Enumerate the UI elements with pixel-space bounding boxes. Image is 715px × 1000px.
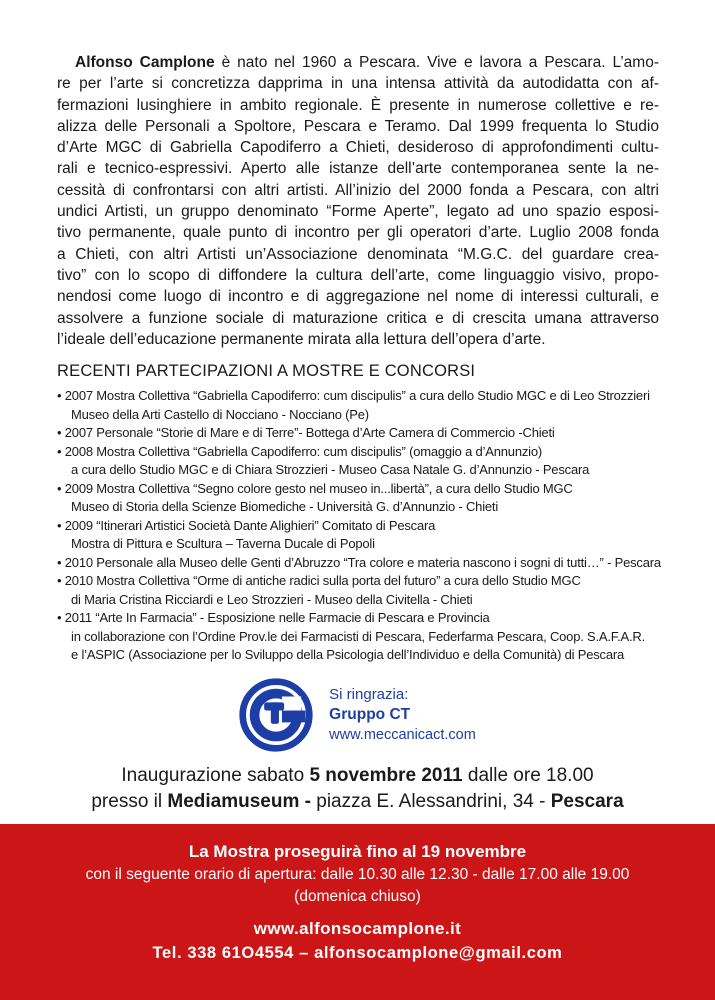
footer-closed-note: (domenica chiuso) bbox=[294, 887, 421, 905]
list-item-line: • 2007 Mostra Collettiva “Gabriella Capodiferro: cum discipulis” a cura dello Studio MGC e di Leo Strozzieri bbox=[57, 388, 650, 404]
bio-line: l’ideale dell’educazione permanente mirata alla lettura dell’opera d’arte. bbox=[57, 330, 546, 348]
bio-line: cessità di confrontarsi con altri artisti. All’inizio del 2000 fonda a Pescara, con altri bbox=[57, 181, 659, 199]
bullet-icon: • bbox=[57, 443, 65, 459]
footer-contact: Tel. 338 61O4554 – alfonsocamplone@gmail.com bbox=[152, 943, 563, 962]
sponsor-block bbox=[0, 678, 715, 752]
gruppo-ct-logo-icon bbox=[239, 678, 313, 752]
list-item bbox=[57, 480, 715, 517]
list-item bbox=[57, 517, 715, 554]
bio-line: a Chieti, con altri Artisti un’Associazione denominata “M.G.C. del guardare crea- bbox=[57, 245, 659, 263]
list-item-line: • 2009 Mostra Collettiva “Segno colore gesto nel museo in...libertà”, a cura dello Studio MGC bbox=[57, 480, 573, 496]
list-item-line: • 2007 Personale “Storie di Mare e di Terre”- Bottega d’Arte Camera di Commercio -Chieti bbox=[57, 425, 555, 441]
list-item bbox=[57, 609, 715, 665]
list-item bbox=[57, 572, 715, 609]
sponsor-thanks-label: Si ringrazia: bbox=[329, 685, 409, 703]
list-item bbox=[57, 424, 715, 443]
list-item-line: • 2010 Mostra Collettiva “Orme di antiche radici sulla porta del futuro” a cura dello Studio MGC bbox=[57, 573, 581, 589]
bullet-icon: • bbox=[57, 480, 65, 496]
list-item-line: • 2008 Mostra Collettiva “Gabriella Capodiferro: cum discipulis” (omaggio a d’Annunzio) bbox=[57, 443, 542, 459]
bio-paragraph bbox=[57, 52, 659, 350]
bio-line: tivo permanente, quale punto di incontro per gli operatori d’arte. Luglio 2008 fonda bbox=[57, 224, 659, 242]
inauguration-line: Inaugurazione sabato 5 novembre 2011 dalle ore 18.00 bbox=[121, 764, 594, 786]
section-heading: RECENTI PARTECIPAZIONI A MOSTRE E CONCORSI bbox=[57, 362, 476, 381]
bullet-icon: • bbox=[57, 573, 65, 589]
list-item-continuation: Museo della Arti Castello di Nocciano - Nocciano (Pe) bbox=[71, 406, 369, 422]
bio-line: assolvere a funzione sociale di maturazione critica e di crescita umana attraverso bbox=[57, 309, 659, 327]
mostre-list bbox=[57, 387, 715, 665]
list-item-continuation: di Maria Cristina Ricciardi e Leo Strozzieri - Museo della Civitella - Chieti bbox=[71, 591, 473, 607]
bio-line: d’Arte MGC di Gabriella Capodiferro a Chieti, desideroso di approfondimenti cultu- bbox=[57, 139, 659, 157]
bio-line: nendosi come luogo di incontro e di aggregazione nel nome di interessi culturali, e bbox=[57, 288, 659, 306]
list-item bbox=[57, 554, 715, 573]
sponsor-url: www.meccanicact.com bbox=[329, 726, 476, 743]
footer-duration: La Mostra proseguirà fino al 19 novembre bbox=[188, 841, 527, 861]
footer-opening-hours: con il seguente orario di apertura: dalle 10.30 alle 12.30 - dalle 17.00 alle 19.00 bbox=[85, 865, 630, 883]
bio-line: fermazioni lusinghiere in ambito regionale. È presente in numerose collettive e re- bbox=[57, 96, 659, 114]
bullet-icon: • bbox=[57, 610, 65, 626]
inauguration bbox=[0, 763, 715, 815]
bio-line: alizza delle Personali a Spoltore, Pescara e Teramo. Dal 1999 frequenta lo Studio bbox=[57, 117, 659, 135]
sponsor-text bbox=[329, 685, 476, 745]
list-item-continuation: e l’ASPIC (Associazione per lo Sviluppo della Psicologia dell’Individuo e della Comunità) di Pescara bbox=[71, 647, 625, 663]
bio-line: undici Artisti, un gruppo denominato “Forme Aperte”, legato ad uno spazio esposi- bbox=[57, 203, 659, 221]
list-item-line: • 2011 “Arte In Farmacia” - Esposizione nelle Farmacie di Pescara e Provincia bbox=[57, 610, 490, 626]
bullet-icon: • bbox=[57, 425, 65, 441]
bullet-icon: • bbox=[57, 388, 65, 404]
list-item-continuation: in collaborazione con l’Ordine Prov.le dei Farmacisti di Pescara, Federfarma Pescara, Coop. S.A.F.A.R. bbox=[71, 628, 646, 644]
list-item bbox=[57, 387, 715, 424]
bio-line: tivo” con lo scopo di diffondere la cultura dell’arte, come linguaggio visivo, propo- bbox=[57, 266, 659, 284]
list-item bbox=[57, 443, 715, 480]
bio-line: re per l’arte si concretizza dapprima in una intensa attività da autodidatta con af- bbox=[57, 75, 659, 93]
list-item-continuation: Mostra di Pittura e Scultura – Taverna Ducale di Popoli bbox=[71, 536, 375, 552]
bio-line: Alfonso Camplone è nato nel 1960 a Pescara. Vive e lavora a Pescara. L’amo- bbox=[75, 54, 659, 71]
list-item-continuation: Museo di Storia della Scienze Biomediche - Università G. d’Annunzio - Chieti bbox=[71, 499, 499, 515]
footer-band bbox=[0, 824, 715, 1000]
list-item-line: • 2009 “Itinerari Artistici Società Dante Alighieri” Comitato di Pescara bbox=[57, 517, 436, 533]
bullet-icon: • bbox=[57, 554, 65, 570]
inauguration-line: presso il Mediamuseum - piazza E. Alessandrini, 34 - Pescara bbox=[91, 790, 624, 812]
bio-line: rali e tecnico-espressivi. Aperto alle istanze dell’arte contemporanea sente la ne- bbox=[57, 160, 659, 178]
bullet-icon: • bbox=[57, 517, 65, 533]
list-item-line: • 2010 Personale alla Museo delle Genti d’Abruzzo “Tra colore e materia nascono i sogni di tutti…” - Pescara bbox=[57, 554, 661, 570]
sponsor-name: Gruppo CT bbox=[329, 705, 411, 723]
list-item-continuation: a cura dello Studio MGC e di Chiara Strozzieri - Museo Casa Natale G. d’Annunzio - Pescara bbox=[71, 462, 590, 478]
footer-website: www.alfonsocamplone.it bbox=[253, 918, 462, 938]
